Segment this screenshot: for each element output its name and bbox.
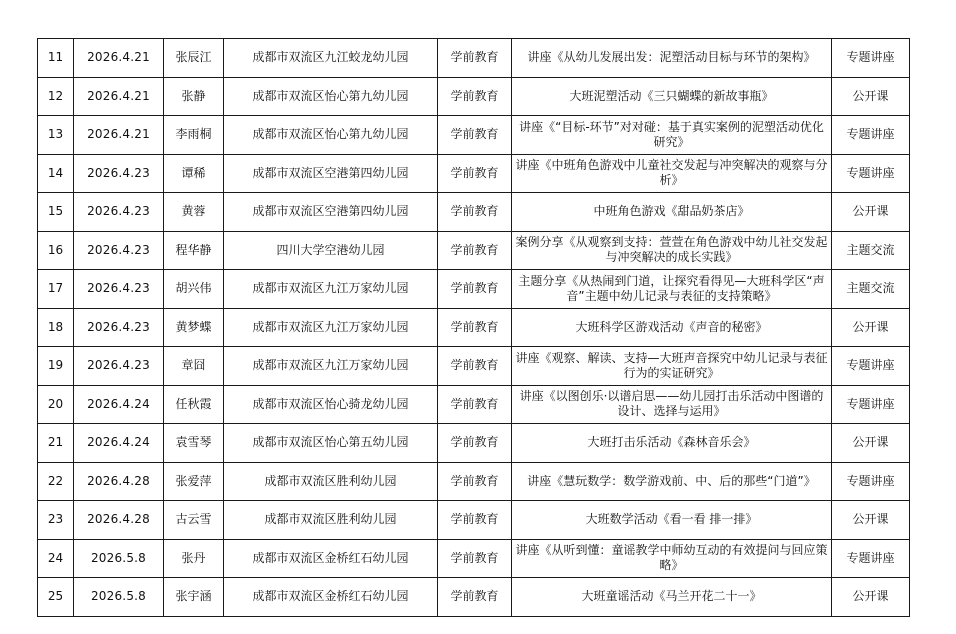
presenter-name-cell: 黄蓉 — [164, 193, 224, 232]
field-cell: 学前教育 — [438, 154, 512, 193]
school-cell: 成都市双流区九江万家幼儿园 — [224, 308, 438, 347]
activity-title-cell: 讲座《观察、解读、支持—大班声音探究中幼儿记录与表征行为的实证研究》 — [512, 347, 832, 386]
row-number-cell: 17 — [38, 270, 74, 309]
table-row — [38, 385, 910, 424]
table-row — [38, 154, 910, 193]
activity-type-cell: 专题讲座 — [832, 347, 910, 386]
row-number-cell: 22 — [38, 462, 74, 501]
row-number-cell: 24 — [38, 539, 74, 578]
activity-type-cell: 专题讲座 — [832, 539, 910, 578]
row-number-cell: 25 — [38, 578, 74, 617]
activity-title-cell: 主题分享《从热闹到门道，让探究看得见—大班科学区“声音”主题中幼儿记录与表征的支持策略》 — [512, 270, 832, 309]
activity-type-cell: 公开课 — [832, 308, 910, 347]
date-cell: 2026.4.24 — [74, 385, 164, 424]
table-row — [38, 193, 910, 232]
field-cell: 学前教育 — [438, 462, 512, 501]
activity-title-cell: 案例分享《从观察到支持：萱萱在角色游戏中幼儿社交发起与冲突解决的成长实践》 — [512, 231, 832, 270]
field-cell: 学前教育 — [438, 77, 512, 116]
table-row — [38, 270, 910, 309]
table-row — [38, 501, 910, 540]
field-cell: 学前教育 — [438, 578, 512, 617]
school-cell: 成都市双流区胜利幼儿园 — [224, 501, 438, 540]
date-cell: 2026.4.21 — [74, 116, 164, 155]
presenter-name-cell: 张宇涵 — [164, 578, 224, 617]
table-row — [38, 116, 910, 155]
row-number-cell: 18 — [38, 308, 74, 347]
presenter-name-cell: 程华静 — [164, 231, 224, 270]
activity-title-cell: 讲座《中班角色游戏中儿童社交发起与冲突解决的观察与分析》 — [512, 154, 832, 193]
school-cell: 成都市双流区胜利幼儿园 — [224, 462, 438, 501]
activity-title-cell: 中班角色游戏《甜品奶茶店》 — [512, 193, 832, 232]
field-cell: 学前教育 — [438, 424, 512, 463]
table-row — [38, 77, 910, 116]
school-cell: 成都市双流区空港第四幼儿园 — [224, 154, 438, 193]
activity-title-cell: 大班泥塑活动《三只蝴蝶的新故事瓶》 — [512, 77, 832, 116]
activity-type-cell: 专题讲座 — [832, 385, 910, 424]
row-number-cell: 19 — [38, 347, 74, 386]
row-number-cell: 11 — [38, 39, 74, 78]
field-cell: 学前教育 — [438, 347, 512, 386]
activity-type-cell: 公开课 — [832, 578, 910, 617]
field-cell: 学前教育 — [438, 501, 512, 540]
date-cell: 2026.4.23 — [74, 154, 164, 193]
field-cell: 学前教育 — [438, 385, 512, 424]
activity-title-cell: 大班打击乐活动《森林音乐会》 — [512, 424, 832, 463]
date-cell: 2026.4.23 — [74, 231, 164, 270]
presenter-name-cell: 任秋霞 — [164, 385, 224, 424]
presenter-name-cell: 张静 — [164, 77, 224, 116]
date-cell: 2026.4.21 — [74, 77, 164, 116]
activity-type-cell: 专题讲座 — [832, 154, 910, 193]
row-number-cell: 15 — [38, 193, 74, 232]
table-body — [38, 39, 910, 617]
activity-type-cell: 公开课 — [832, 424, 910, 463]
school-cell: 成都市双流区九江万家幼儿园 — [224, 270, 438, 309]
date-cell: 2026.4.23 — [74, 193, 164, 232]
field-cell: 学前教育 — [438, 270, 512, 309]
table-row — [38, 39, 910, 78]
row-number-cell: 14 — [38, 154, 74, 193]
date-cell: 2026.4.21 — [74, 39, 164, 78]
presenter-name-cell: 张爱萍 — [164, 462, 224, 501]
activity-title-cell: 大班科学区游戏活动《声音的秘密》 — [512, 308, 832, 347]
table-row — [38, 424, 910, 463]
activity-type-cell: 公开课 — [832, 77, 910, 116]
row-number-cell: 16 — [38, 231, 74, 270]
table-row — [38, 347, 910, 386]
activity-type-cell: 专题讲座 — [832, 462, 910, 501]
activity-type-cell: 主题交流 — [832, 231, 910, 270]
school-cell: 成都市双流区金桥红石幼儿园 — [224, 539, 438, 578]
table-row — [38, 231, 910, 270]
date-cell: 2026.4.23 — [74, 347, 164, 386]
field-cell: 学前教育 — [438, 116, 512, 155]
row-number-cell: 23 — [38, 501, 74, 540]
presenter-name-cell: 张丹 — [164, 539, 224, 578]
school-cell: 成都市双流区怡心第五幼儿园 — [224, 424, 438, 463]
school-cell: 成都市双流区怡心第九幼儿园 — [224, 77, 438, 116]
field-cell: 学前教育 — [438, 308, 512, 347]
row-number-cell: 21 — [38, 424, 74, 463]
row-number-cell: 20 — [38, 385, 74, 424]
presenter-name-cell: 古云雪 — [164, 501, 224, 540]
presenter-name-cell: 谭稀 — [164, 154, 224, 193]
presenter-name-cell: 胡兴伟 — [164, 270, 224, 309]
field-cell: 学前教育 — [438, 539, 512, 578]
presenter-name-cell: 黄梦蝶 — [164, 308, 224, 347]
school-cell: 成都市双流区怡心第九幼儿园 — [224, 116, 438, 155]
activity-type-cell: 专题讲座 — [832, 116, 910, 155]
activity-title-cell: 讲座《“目标-环节”对对碰：基于真实案例的泥塑活动优化研究》 — [512, 116, 832, 155]
date-cell: 2026.4.28 — [74, 501, 164, 540]
activity-title-cell: 大班数学活动《看一看 排一排》 — [512, 501, 832, 540]
activity-title-cell: 讲座《慧玩数学：数学游戏前、中、后的那些“门道”》 — [512, 462, 832, 501]
date-cell: 2026.5.8 — [74, 539, 164, 578]
row-number-cell: 12 — [38, 77, 74, 116]
activity-type-cell: 专题讲座 — [832, 39, 910, 78]
activity-title-cell: 讲座《从幼儿发展出发：泥塑活动目标与环节的架构》 — [512, 39, 832, 78]
date-cell: 2026.4.28 — [74, 462, 164, 501]
presenter-name-cell: 袁雪琴 — [164, 424, 224, 463]
date-cell: 2026.4.23 — [74, 270, 164, 309]
date-cell: 2026.5.8 — [74, 578, 164, 617]
date-cell: 2026.4.24 — [74, 424, 164, 463]
table-row — [38, 539, 910, 578]
table-row — [38, 578, 910, 617]
school-cell: 成都市双流区金桥红石幼儿园 — [224, 578, 438, 617]
presenter-name-cell: 章囧 — [164, 347, 224, 386]
school-cell: 成都市双流区九江蛟龙幼儿园 — [224, 39, 438, 78]
presenter-name-cell: 张辰江 — [164, 39, 224, 78]
school-cell: 成都市双流区九江万家幼儿园 — [224, 347, 438, 386]
activity-title-cell: 讲座《以图创乐·以谱启思——幼儿园打击乐活动中图谱的设计、选择与运用》 — [512, 385, 832, 424]
row-number-cell: 13 — [38, 116, 74, 155]
field-cell: 学前教育 — [438, 193, 512, 232]
schedule-table — [37, 38, 910, 617]
activity-title-cell: 讲座《从听到懂：童谣教学中师幼互动的有效提问与回应策略》 — [512, 539, 832, 578]
table-row — [38, 308, 910, 347]
school-cell: 成都市双流区空港第四幼儿园 — [224, 193, 438, 232]
date-cell: 2026.4.23 — [74, 308, 164, 347]
school-cell: 成都市双流区怡心骑龙幼儿园 — [224, 385, 438, 424]
table-row — [38, 462, 910, 501]
school-cell: 四川大学空港幼儿园 — [224, 231, 438, 270]
field-cell: 学前教育 — [438, 39, 512, 78]
activity-title-cell: 大班童谣活动《马兰开花二十一》 — [512, 578, 832, 617]
field-cell: 学前教育 — [438, 231, 512, 270]
activity-type-cell: 公开课 — [832, 193, 910, 232]
activity-type-cell: 主题交流 — [832, 270, 910, 309]
presenter-name-cell: 李雨桐 — [164, 116, 224, 155]
activity-type-cell: 公开课 — [832, 501, 910, 540]
